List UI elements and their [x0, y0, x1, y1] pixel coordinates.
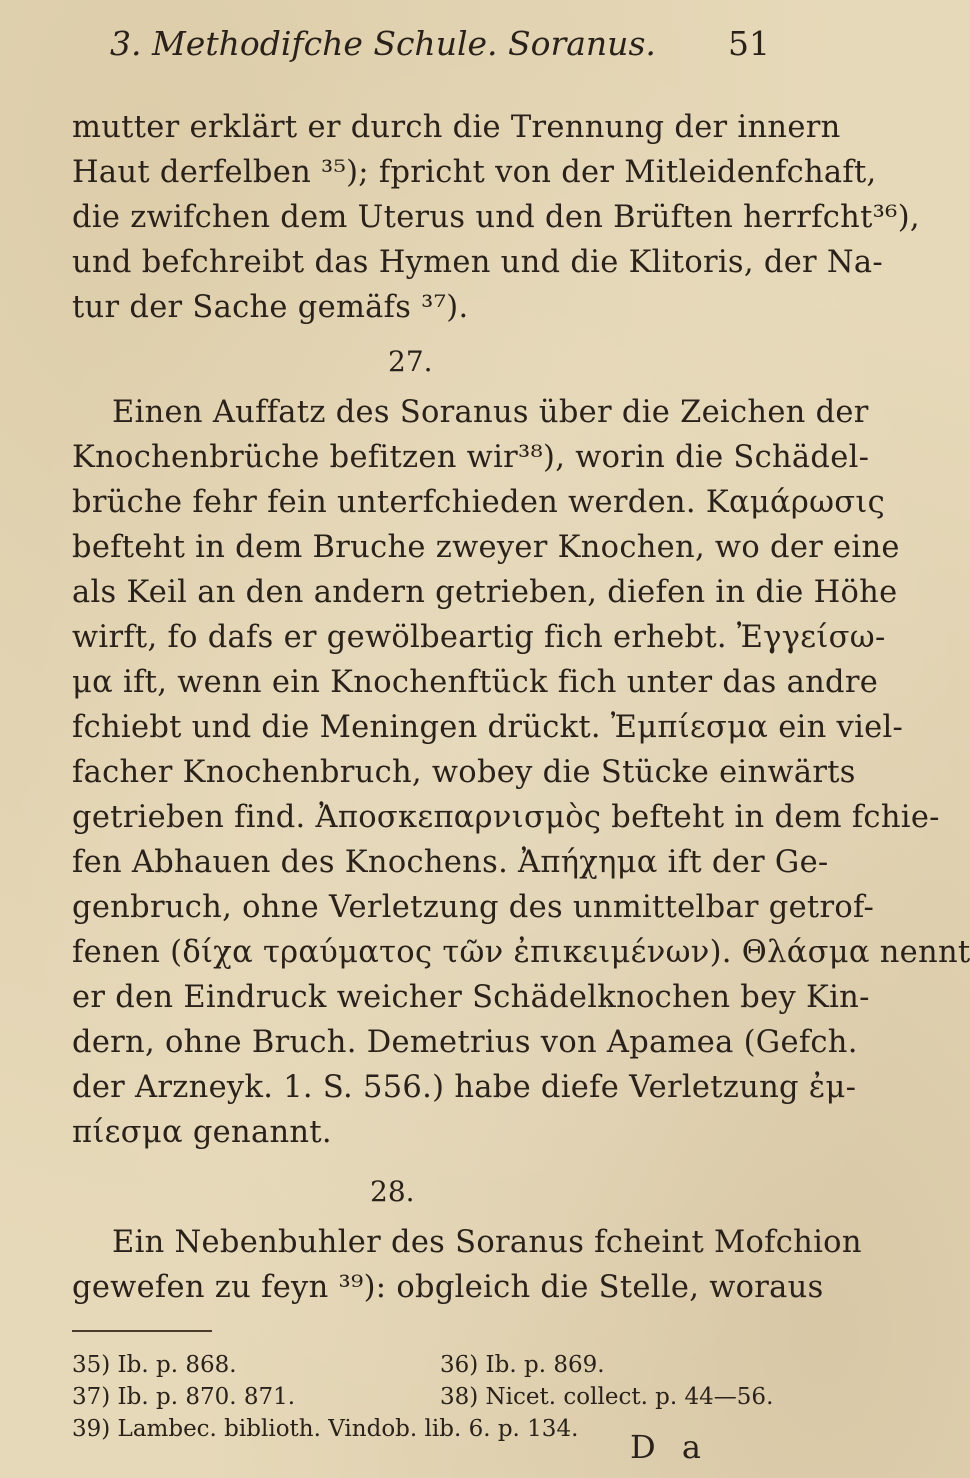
- text-line: Knochenbrüche befitzen wir³⁸), worin die Schädel-: [72, 440, 870, 475]
- text-line: fchiebt und die Meningen drückt. Ἐμπίεσμα ein viel-: [72, 710, 904, 745]
- text-line: Haut derfelben ³⁵); fpricht von der Mitleidenfchaft,: [72, 155, 877, 190]
- text-line: wirft, fo dafs er gewölbeartig fich erhebt. Ἐγγείσω-: [72, 620, 886, 655]
- text-line: die zwifchen dem Uterus und den Brüften herrfcht³⁶),: [72, 200, 920, 235]
- text-line: tur der Sache gemäfs ³⁷).: [72, 290, 469, 325]
- text-line: und befchreibt das Hymen und die Klitoris, der Na-: [72, 245, 883, 280]
- text-line: befteht in dem Bruche zweyer Knochen, wo der eine: [72, 530, 900, 565]
- text-line: πίεσμα genannt.: [72, 1115, 332, 1150]
- text-line: μα ift, wenn ein Knochenftück fich unter das andre: [72, 665, 879, 700]
- text-line: Einen Auffatz des Soranus über die Zeichen der: [112, 395, 869, 430]
- text-line: getrieben find. Ἀποσκεπαρνισμὸς befteht in dem fchie-: [72, 800, 940, 835]
- text-line: als Keil an den andern getrieben, diefen in die Höhe: [72, 575, 898, 610]
- footnote-36: 36) Ib. p. 869.: [440, 1352, 605, 1378]
- header-section-number: 3.: [110, 24, 142, 63]
- text-line: fenen (δίχα τραύματος τῶν ἐπικειμένων). Θλάσμα nennt: [72, 935, 970, 970]
- text-line: gewefen zu feyn ³⁹): obgleich die Stelle, woraus: [72, 1270, 824, 1305]
- footnote-39: 39) Lambec. biblioth. Vindob. lib. 6. p. 134.: [72, 1416, 579, 1442]
- text-line: mutter erklärt er durch die Trennung der innern: [72, 110, 841, 145]
- header-title: Methodifche Schule. Soranus.: [152, 24, 656, 63]
- footnote-separator: [72, 1330, 212, 1332]
- page-number: 51: [728, 24, 770, 63]
- text-line: Ein Nebenbuhler des Soranus fcheint Mofchion: [112, 1225, 862, 1260]
- footnote-35: 35) Ib. p. 868.: [72, 1352, 237, 1378]
- running-header: [110, 22, 770, 72]
- section-number: 28.: [370, 1175, 415, 1208]
- signature-mark: D a: [630, 1428, 709, 1466]
- text-line: brüche fehr fein unterfchieden werden. Καμάρωσις: [72, 485, 886, 520]
- text-line: er den Eindruck weicher Schädelknochen bey Kin-: [72, 980, 870, 1015]
- text-line: facher Knochenbruch, wobey die Stücke einwärts: [72, 755, 856, 790]
- text-line: fen Abhauen des Knochens. Ἀπήχημα ift der Ge-: [72, 845, 829, 880]
- section-number: 27.: [388, 345, 433, 378]
- footnote-37: 37) Ib. p. 870. 871.: [72, 1384, 296, 1410]
- text-line: genbruch, ohne Verletzung des unmittelbar getrof-: [72, 890, 875, 925]
- footnote-38: 38) Nicet. collect. p. 44—56.: [440, 1384, 774, 1410]
- text-line: der Arzneyk. 1. S. 556.) habe diefe Verletzung ἐμ-: [72, 1070, 857, 1105]
- text-line: dern, ohne Bruch. Demetrius von Apamea (Gefch.: [72, 1025, 858, 1060]
